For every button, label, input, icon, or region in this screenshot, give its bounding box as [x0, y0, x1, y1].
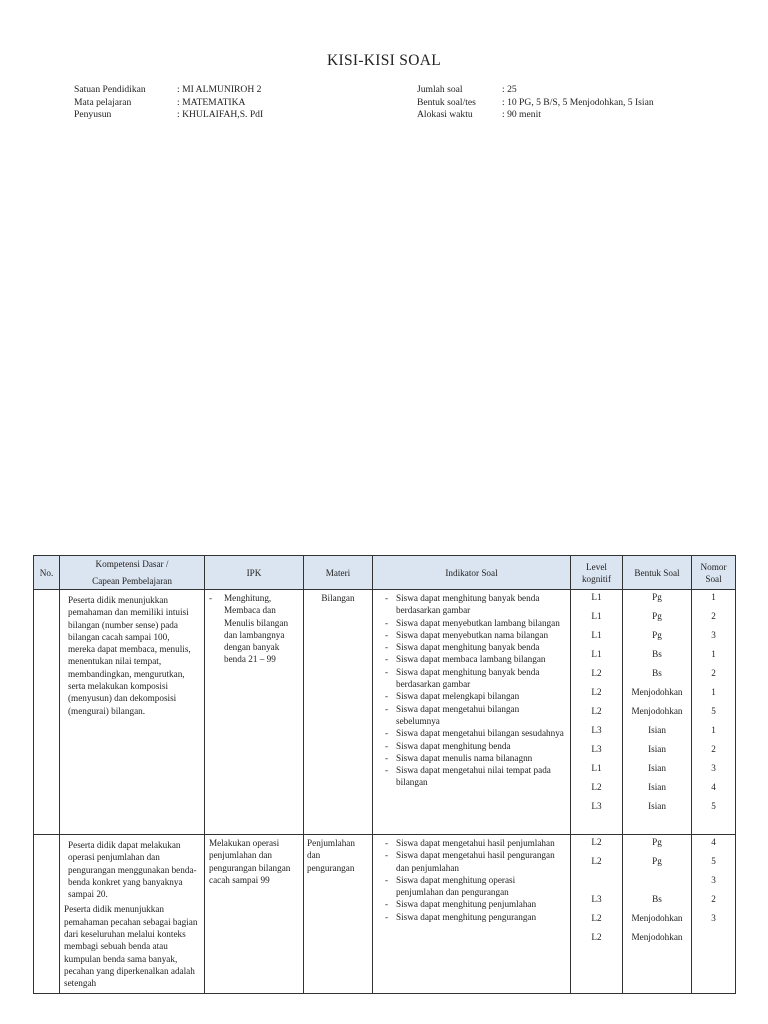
kompetensi-text: Peserta didik menunjukkan pemahaman pecahan sebagai bagian dari keseluruhan melalui konteks membagi sebuah benda atau kumpulan benda sama banyak, pecahan yang diperkenalkan adalah setengah — [64, 904, 198, 989]
indikator-item: - Siswa dapat mengetahui bilangan sesudahnya — [385, 727, 564, 739]
kompetensi-text: Peserta didik menunjukkan pemahaman dan memiliki intuisi bilangan (number sense) pada bilangan cacah sampai 100, mereka dapat membaca, menulis, menentukan nilai tempat, membandingkan, mengurutkan, serta melakukan komposisi (menyusun) dan dekomposisi (mengurai) bilangan. — [68, 595, 191, 716]
level-value: L2 — [591, 856, 602, 866]
meta-row-penyusun — [74, 109, 263, 122]
nomor-value: 1 — [711, 725, 716, 735]
cell-materi — [304, 835, 373, 994]
meta-value: : 25 — [502, 84, 517, 95]
col-header-kompetensi — [60, 556, 205, 590]
level-value: L2 — [591, 706, 602, 716]
bentuk-value: Pg — [652, 837, 662, 847]
meta-label: Satuan Pendidikan — [74, 84, 146, 95]
kisi-table — [33, 555, 736, 994]
nomor-value: 1 — [711, 687, 716, 697]
meta-left — [74, 84, 263, 122]
cell-no — [34, 590, 60, 835]
level-value: L2 — [591, 913, 602, 923]
nomor-value: 2 — [711, 744, 716, 754]
col-header-no: No. — [34, 556, 60, 590]
meta-value: : 90 menit — [502, 109, 541, 120]
cell-ipk — [205, 835, 304, 994]
bentuk-value: Isian — [648, 763, 666, 773]
bentuk-value — [623, 873, 691, 892]
bentuk-value: Bs — [652, 649, 662, 659]
nomor-value: 5 — [711, 856, 716, 866]
ipk-dash: - — [209, 593, 213, 603]
meta-row-alokasi — [417, 109, 654, 122]
cell-kompetensi — [60, 590, 205, 835]
indikator-item: - Siswa dapat mengetahui nilai tempat pada bilangan — [385, 764, 564, 789]
col-header-bentuk: Bentuk Soal — [623, 556, 692, 590]
table-row — [34, 835, 736, 994]
cell-no — [34, 835, 60, 994]
cell-level — [571, 590, 623, 835]
indikator-item: - Siswa dapat menyebutkan nama bilangan — [385, 629, 564, 641]
nomor-value: 3 — [711, 630, 716, 640]
nomor-value: 2 — [711, 894, 716, 904]
header-line: Capean Pembelajaran — [92, 576, 172, 586]
ipk-text: Melakukan operasi penjumlahan dan pengurangan bilangan cacah sampai 99 — [209, 838, 291, 885]
bentuk-value: Bs — [652, 894, 662, 904]
meta-label: Mata pelajaran — [74, 96, 132, 108]
level-value: L3 — [591, 801, 602, 811]
meta-row-mapel — [74, 97, 263, 110]
meta-label: Bentuk soal/tes — [417, 96, 476, 108]
cell-indikator — [373, 590, 571, 835]
nomor-value: 4 — [711, 782, 716, 792]
cell-bentuk — [623, 590, 692, 835]
page-title: KISI-KISI SOAL — [327, 52, 441, 69]
bentuk-value: Isian — [648, 725, 666, 735]
level-value: L3 — [591, 725, 602, 735]
bentuk-value: Pg — [652, 630, 662, 640]
bentuk-value: Pg — [652, 592, 662, 602]
ipk-text: Menghitung, Membaca dan Menulis bilangan dan lambangnya dengan banyak benda 21 – 99 — [224, 593, 289, 665]
bentuk-value: Bs — [652, 668, 662, 678]
meta-label: Alokasi waktu — [417, 109, 473, 120]
bentuk-value: Isian — [648, 744, 666, 754]
cell-bentuk — [623, 835, 692, 994]
cell-kompetensi — [60, 835, 205, 994]
bentuk-value: Menjodohkan — [631, 913, 683, 923]
level-value: L3 — [591, 894, 602, 904]
col-header-materi: Materi — [304, 556, 373, 590]
table-header-row — [34, 556, 736, 590]
indikator-item: - Siswa dapat menghitung banyak benda berdasarkan gambar — [385, 666, 564, 691]
header-line: Kompetensi Dasar / — [95, 559, 169, 569]
table-row — [34, 590, 736, 835]
bentuk-value: Isian — [648, 801, 666, 811]
meta-row-bentuk — [417, 97, 654, 110]
bentuk-value: Isian — [648, 782, 666, 792]
indikator-item: - Siswa dapat menghitung benda — [385, 740, 564, 752]
indikator-item: - Siswa dapat mengetahui hasil pengurangan dan penjumlahan — [385, 849, 564, 874]
meta-right — [417, 84, 654, 122]
nomor-value: 3 — [711, 875, 716, 885]
level-value: L3 — [591, 744, 602, 754]
nomor-value: 2 — [711, 668, 716, 678]
level-value: L2 — [591, 932, 602, 942]
indikator-item: - Siswa dapat menghitung banyak benda — [385, 641, 564, 653]
col-header-indikator: Indikator Soal — [373, 556, 571, 590]
materi-text: Penjumlahan dan pengurangan — [307, 838, 355, 873]
indikator-item: - Siswa dapat menghitung penjumlahan — [385, 898, 564, 910]
header-line: Level — [586, 561, 607, 572]
meta-value: : MI ALMUNIROH 2 — [177, 84, 262, 95]
level-value: L1 — [591, 630, 602, 640]
kompetensi-text: Peserta didik dapat melakukan operasi penjumlahan dan pengurangan menggunakan benda-benda konkret yang banyaknya sampai 20. — [68, 840, 197, 900]
meta-label: Penyusun — [74, 109, 112, 120]
indikator-item: - Siswa dapat menyebutkan lambang bilangan — [385, 617, 564, 629]
cell-nomor — [692, 590, 736, 835]
indikator-item: - Siswa dapat menghitung banyak benda berdasarkan gambar — [385, 592, 564, 617]
materi-text: Bilangan — [321, 593, 355, 603]
bentuk-value: Pg — [652, 611, 662, 621]
indikator-item: - Siswa dapat melengkapi bilangan — [385, 690, 564, 702]
nomor-value: 1 — [711, 649, 716, 659]
header-line: Nomor — [700, 561, 727, 572]
bentuk-value: Menjodohkan — [631, 706, 683, 716]
nomor-value: 5 — [711, 706, 716, 716]
bentuk-value: Menjodohkan — [631, 932, 683, 942]
meta-row-satuan — [74, 84, 263, 97]
level-value: L2 — [591, 668, 602, 678]
level-value: L1 — [591, 611, 602, 621]
meta-label: Jumlah soal — [417, 84, 463, 95]
meta-value: : 10 PG, 5 B/S, 5 Menjodohkan, 5 Isian — [502, 96, 654, 108]
meta-row-jumlah — [417, 84, 654, 97]
nomor-value: 3 — [711, 913, 716, 923]
nomor-value: 2 — [711, 611, 716, 621]
indikator-item: - Siswa dapat membaca lambang bilangan — [385, 653, 564, 665]
col-header-ipk: IPK — [205, 556, 304, 590]
nomor-value: 1 — [711, 592, 716, 602]
level-value: L1 — [591, 649, 602, 659]
bentuk-value: Menjodohkan — [631, 687, 683, 697]
col-header-nomor — [692, 556, 736, 590]
cell-materi — [304, 590, 373, 835]
level-value: L2 — [591, 782, 602, 792]
header-line: Soal — [705, 573, 722, 584]
cell-indikator — [373, 835, 571, 994]
level-value: L2 — [591, 837, 602, 847]
indikator-item: - Siswa dapat menulis nama bilanagnn — [385, 752, 564, 764]
indikator-item: - Siswa dapat mengetahui hasil penjumlahan — [385, 837, 564, 849]
indikator-item: - Siswa dapat menghitung operasi penjumlahan dan pengurangan — [385, 874, 564, 899]
level-value: L1 — [591, 592, 602, 602]
level-value: L2 — [591, 687, 602, 697]
bentuk-value: Pg — [652, 856, 662, 866]
nomor-value: 3 — [711, 763, 716, 773]
nomor-value: 5 — [711, 801, 716, 811]
meta-value: : KHULAIFAH,S. PdI — [177, 109, 264, 120]
cell-nomor — [692, 835, 736, 994]
cell-level — [571, 835, 623, 994]
indikator-item: - Siswa dapat mengetahui bilangan sebelumnya — [385, 703, 564, 728]
indikator-item: - Siswa dapat menghitung pengurangan — [385, 911, 564, 923]
meta-value: : MATEMATIKA — [177, 96, 246, 108]
nomor-value: 4 — [711, 837, 716, 847]
cell-ipk — [205, 590, 304, 835]
level-value: L1 — [591, 763, 602, 773]
col-header-level — [571, 556, 623, 590]
header-line: kognitif — [581, 573, 612, 584]
level-value — [571, 873, 622, 892]
